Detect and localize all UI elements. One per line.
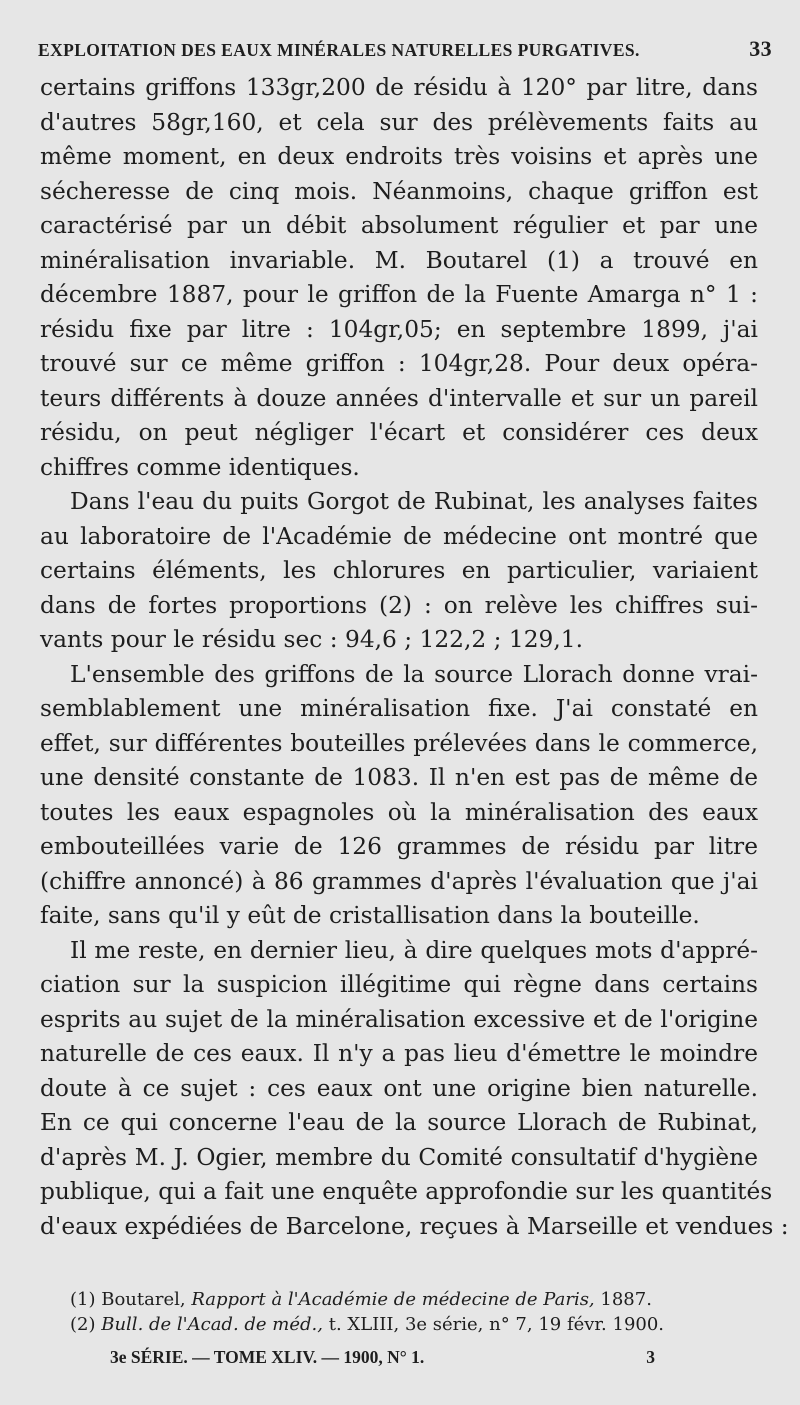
text-line: d'après M. J. Ogier, membre du Comité consultatif d'hygiène bbox=[40, 1143, 758, 1171]
text-line: (chiffre annoncé) à 86 grammes d'après l'évaluation que j'ai bbox=[40, 867, 758, 895]
text-line: dans de fortes proportions (2) : on relève les chiffres sui- bbox=[40, 591, 758, 619]
text-line: teurs différents à douze années d'intervalle et sur un pareil bbox=[40, 384, 758, 412]
text-line: une densité constante de 1083. Il n'en est pas de même de bbox=[40, 764, 758, 791]
footnote-title: Bull. de l'Acad. de méd., bbox=[101, 1314, 323, 1335]
text-line: au laboratoire de l'Académie de médecine ont montré que bbox=[40, 522, 758, 550]
text-line: d'eaux expédiées de Barcelone, reçues à Marseille et vendues : bbox=[40, 1212, 789, 1240]
text-line: toutes les eaux espagnoles où la minéralisation des eaux bbox=[40, 798, 758, 826]
text-line: semblablement une minéralisation fixe. J'ai constaté en bbox=[40, 695, 758, 722]
text-line: résidu, on peut négliger l'écart et considérer ces deux bbox=[40, 419, 758, 446]
text-line: embouteillées varie de 126 grammes de résidu par litre bbox=[40, 833, 758, 860]
sheet-number: 3 bbox=[646, 1347, 655, 1367]
text-line: caractérisé par un débit absolument régulier et par une bbox=[40, 212, 758, 239]
footnote-2 bbox=[70, 1312, 725, 1337]
text-line: Il me reste, en dernier lieu, à dire quelques mots d'appré- bbox=[70, 936, 758, 964]
footnote-year: 1887. bbox=[600, 1289, 652, 1310]
text-line: L'ensemble des griffons de la source Llorach donne vrai- bbox=[70, 660, 758, 688]
text-line: résidu fixe par litre : 104gr,05; en septembre 1899, j'ai bbox=[40, 315, 758, 343]
footnote-1 bbox=[70, 1287, 725, 1312]
text-line: naturelle de ces eaux. Il n'y a pas lieu d'émettre le moindre bbox=[40, 1040, 758, 1067]
text-line: doute à ce sujet : ces eaux ont une origine bien naturelle. bbox=[40, 1074, 758, 1102]
page-number: 33 bbox=[749, 36, 772, 61]
text-line: trouvé sur ce même griffon : 104gr,28. Pour deux opéra- bbox=[40, 350, 758, 377]
text-line: vants pour le résidu sec : 94,6 ; 122,2 ; 129,1. bbox=[40, 626, 583, 653]
text-line: En ce qui concerne l'eau de la source Llorach de Rubinat, bbox=[40, 1109, 758, 1136]
text-line: effet, sur différentes bouteilles prélevées dans le commerce, bbox=[40, 729, 758, 757]
text-line: faite, sans qu'il y eût de cristallisation dans la bouteille. bbox=[40, 902, 700, 929]
footnotes bbox=[70, 1287, 725, 1337]
text-line: décembre 1887, pour le griffon de la Fuente Amarga n° 1 : bbox=[40, 281, 758, 308]
footnote-mark: (2) bbox=[70, 1314, 96, 1335]
text-line: esprits au sujet de la minéralisation excessive et de l'origine bbox=[40, 1005, 758, 1033]
text-line: certains griffons 133gr,200 de résidu à 120° par litre, dans bbox=[40, 74, 758, 101]
text-line: d'autres 58gr,160, et cela sur des prélèvements faits au bbox=[40, 108, 758, 136]
text-line: certains éléments, les chlorures en particulier, variaient bbox=[40, 557, 758, 584]
body-text bbox=[40, 71, 789, 1244]
footnote-reference: t. XLIII, 3e série, n° 7, 19 févr. 1900. bbox=[328, 1314, 665, 1335]
text-line: sécheresse de cinq mois. Néanmoins, chaque griffon est bbox=[40, 177, 758, 205]
footnote-mark: (1) bbox=[70, 1289, 96, 1310]
text-line: ciation sur la suspicion illégitime qui règne dans certains bbox=[40, 971, 758, 998]
text-line: même moment, en deux endroits très voisins et après une bbox=[40, 143, 758, 170]
text-line: publique, qui a fait une enquête approfondie sur les quantités bbox=[40, 1178, 773, 1205]
series-volume: 3e SÉRIE. — TOME XLIV. — 1900, N° 1. bbox=[110, 1347, 425, 1367]
footnote-title: Rapport à l'Académie de médecine de Paris, bbox=[191, 1289, 595, 1310]
running-head bbox=[38, 36, 772, 62]
text-line: Dans l'eau du puits Gorgot de Rubinat, les analyses faites bbox=[70, 488, 758, 515]
running-title: EXPLOITATION DES EAUX MINÉRALES NATURELLES PURGATIVES. bbox=[38, 40, 640, 60]
signature-line bbox=[110, 1347, 655, 1368]
footnote-author: Boutarel, bbox=[101, 1289, 186, 1310]
text-line: minéralisation invariable. M. Boutarel (1) a trouvé en bbox=[40, 246, 758, 274]
text-line: chiffres comme identiques. bbox=[40, 453, 360, 481]
